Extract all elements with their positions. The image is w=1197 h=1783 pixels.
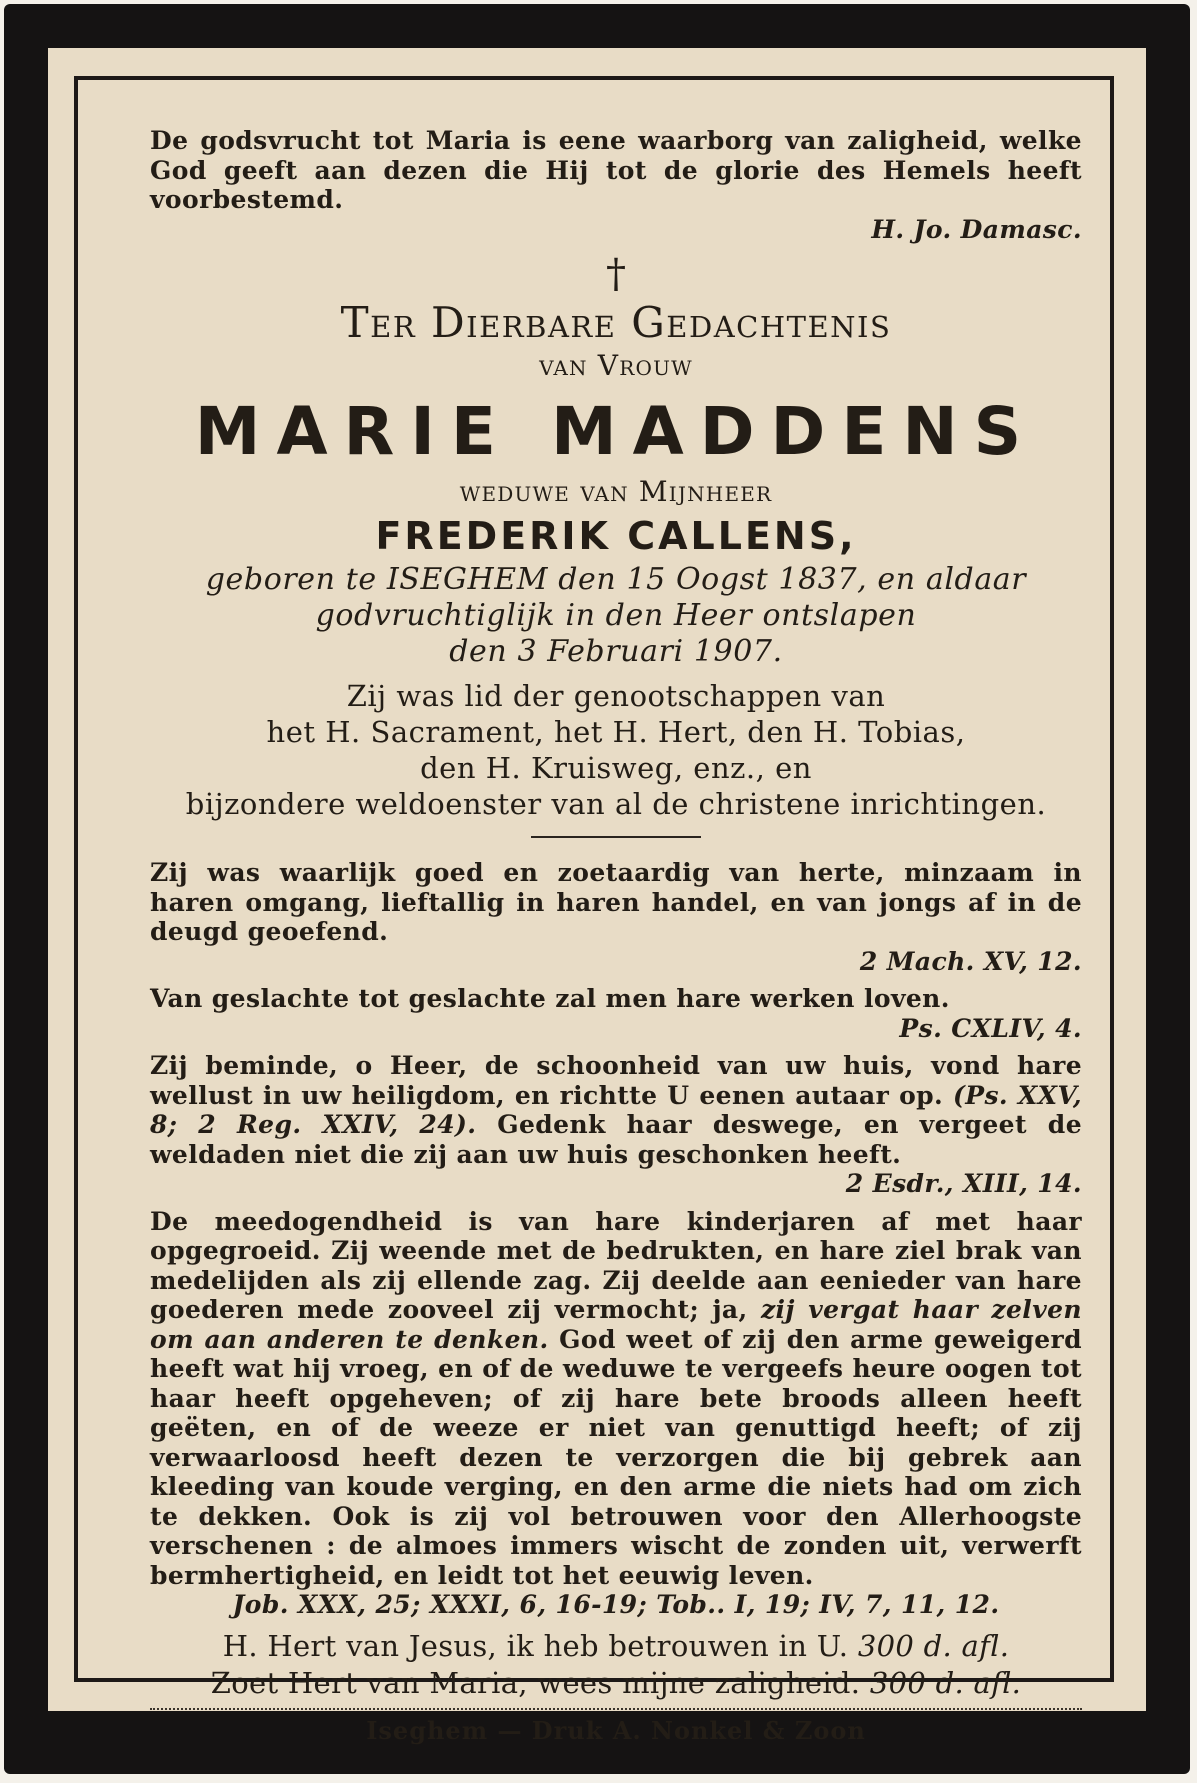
heading-line-2: van Vrouw — [539, 349, 693, 382]
membership-line-2: het H. Sacrament, het H. Hert, den H. Tobias, — [266, 715, 966, 749]
paragraph-3-text-a: Zij beminde, o Heer, de schoonheid van uw huis, vond hare wellust in uw heiligdom, en richtte U eenen autaar op. — [150, 1051, 1082, 1110]
cross-icon: † — [606, 251, 626, 297]
heading-line-3: weduwe van Mijnheer — [459, 475, 773, 508]
paragraph-4-italic: zij vergat haar zelven om aan anderen te denken. — [150, 1295, 1083, 1354]
paragraph-3-text-b: Gedenk haar deswege, en vergeet de weldaden niet die zij aan uw huis geschonken heeft. — [150, 1110, 1082, 1169]
prayer-1-text: H. Hert van Jesus, ik heb betrouwen in U. — [222, 1628, 849, 1663]
birth-details — [150, 562, 1082, 670]
prayer-2-text: Zoet Hert van Maria, wees mijne zaligheid. — [210, 1665, 861, 1700]
paragraph-4-text-a: De meedogendheid is van hare kinderjaren af met haar opgegroeid. Zij weende met de bedrukten, en hare ziel brak van medelijden als zij ellende zag. Zij deelde aan eenieder van hare goederen mede zooveel zij vermocht; ja, — [150, 1206, 1082, 1324]
prayer-1 — [150, 1628, 1082, 1665]
card-content — [150, 126, 1082, 1746]
paragraph-3-reference: 2 Esdr., XIII, 14. — [845, 1169, 1082, 1198]
paragraph-2-reference: Ps. CXLIV, 4. — [899, 1013, 1082, 1043]
husband-name: FREDERIK CALLENS, — [375, 514, 857, 558]
paragraph-3-citation: (Ps. XXV, 8; 2 Reg. XXIV, 24). — [150, 1080, 1083, 1139]
paragraph-4 — [150, 1207, 1082, 1620]
dotted-divider — [150, 1708, 1082, 1710]
divider-rule — [531, 836, 701, 838]
prayer-1-indulgence: 300 d. afl. — [857, 1628, 1010, 1663]
heading-line-1: Ter Dierbare Gedachtenis — [340, 298, 892, 347]
epigraph-reference: H. Jo. Damasc. — [871, 214, 1082, 244]
membership — [150, 678, 1082, 822]
paragraph-4-reference: Job. XXX, 25; XXXI, 6, 16-19; Tob.. I, 19; IV, 7, 11, 12. — [232, 1590, 1000, 1619]
birth-line-3: den 3 Februari 1907. — [449, 634, 783, 669]
epigraph — [150, 126, 1082, 244]
prayers — [150, 1628, 1082, 1702]
prayer-2 — [150, 1665, 1082, 1702]
membership-line-4: bijzondere weldoenster van al de christene inrichtingen. — [185, 787, 1047, 821]
body-text — [150, 858, 1082, 1620]
paragraph-2 — [150, 984, 1082, 1043]
membership-line-3: den H. Kruisweg, enz., en — [420, 751, 812, 785]
paragraph-1-text: Zij was waarlijk goed en zoetaardig van herte, minzaam in haren omgang, lieftallig in haren handel, en van jongs af in de deugd geoefend. — [150, 858, 1082, 946]
paragraph-3 — [150, 1051, 1082, 1199]
prayer-2-indulgence: 300 d. afl. — [869, 1665, 1022, 1700]
deceased-name: MARIE MADDENS — [194, 393, 1038, 470]
paragraph-4-text-b: God weet of zij den arme geweigerd heeft wat hij vroeg, en of de weduwe te vergeefs heure oogen tot haar heeft opgeheven; of zij hare bete broods alleen heeft geëten, en of de weeze er niet van genuttigd heeft; of zij verwaarloosd heeft dezen te verzorgen die bij gebrek aan kleeding van koude verging, en den arme die niets had om zich te dekken. Ook is zij vol betrouwen voor den Allerhoogste verschenen : de almoes immers wischt de zonden uit, verwerft bermhertigheid, en leidt tot het eeuwig leven. — [150, 1324, 1083, 1590]
paragraph-1-reference: 2 Mach. XV, 12. — [859, 946, 1082, 976]
paragraph-1 — [150, 858, 1082, 976]
memorial-card — [4, 4, 1190, 1774]
birth-line-1: geboren te ISEGHEM den 15 Oogst 1837, en aldaar — [205, 562, 1027, 597]
membership-line-1: Zij was lid der genootschappen van — [346, 679, 886, 713]
printer-imprint: Iseghem — Druk A. Nonkel & Zoon — [366, 1715, 866, 1745]
epigraph-text: De godsvrucht tot Maria is eene waarborg van zaligheid, welke God geeft aan dezen die Hij tot de glorie des Hemels heeft voorbestemd. — [150, 126, 1082, 214]
birth-line-2: godvruchtiglijk in den Heer ontslapen — [315, 598, 917, 633]
paragraph-2-text: Van geslachte tot geslachte zal men hare werken loven. — [150, 984, 950, 1013]
